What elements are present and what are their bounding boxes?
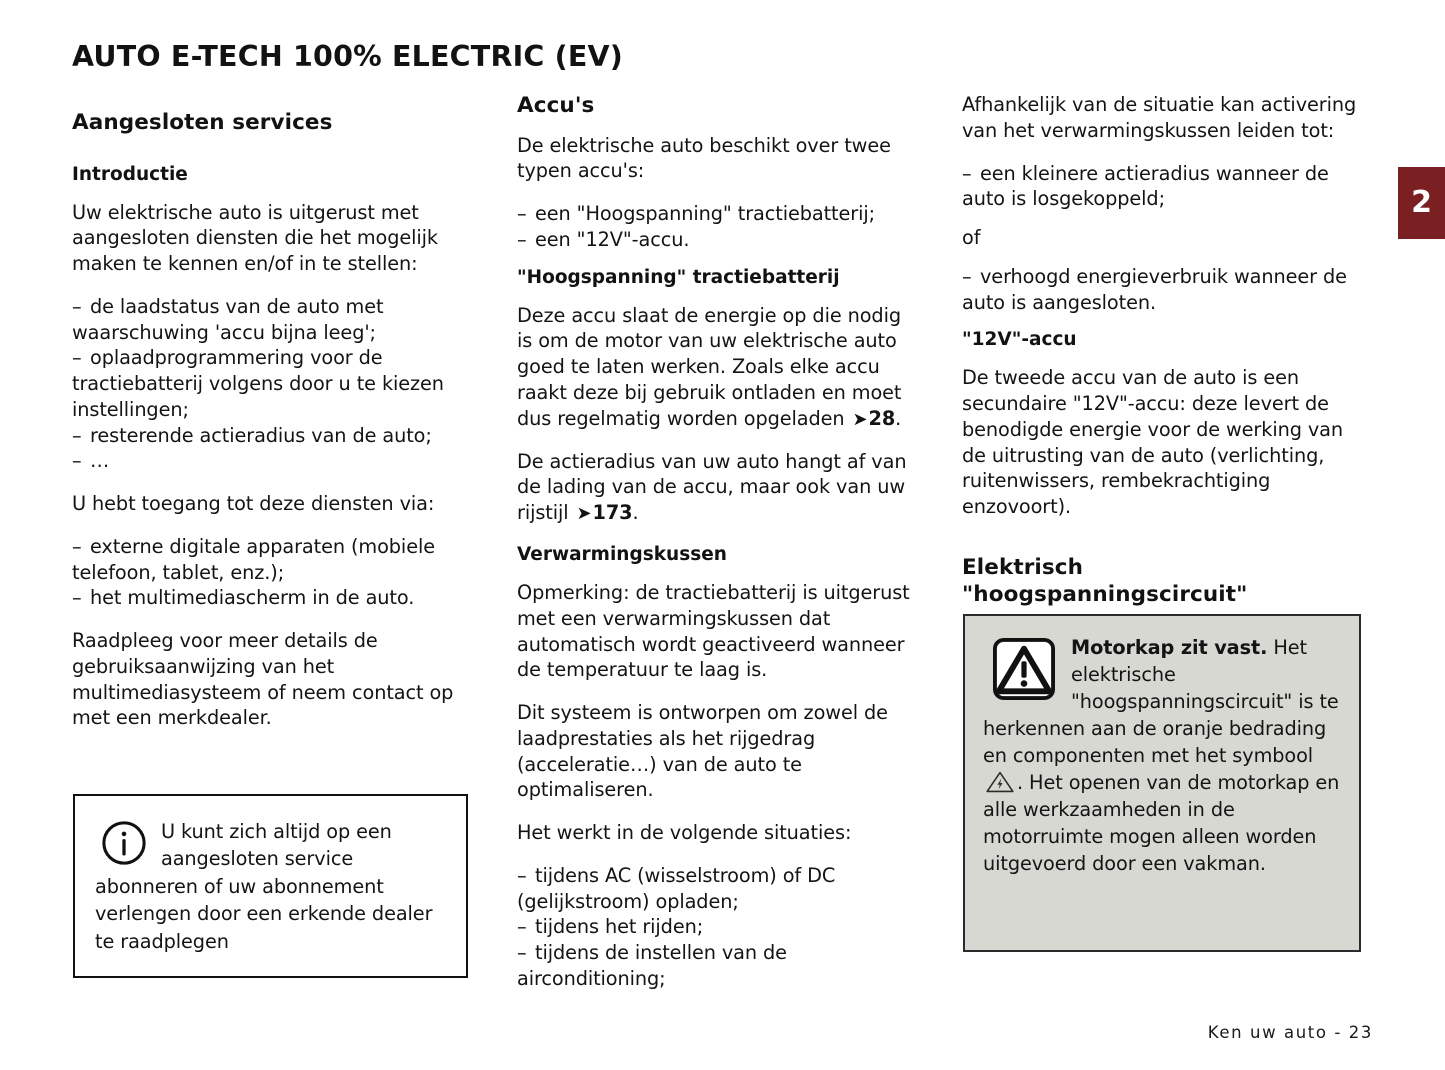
list-item-label: tijdens het rijden; [535, 915, 704, 939]
column-2 [517, 92, 920, 992]
dash-bullet: – [72, 423, 82, 447]
list-item-label: oplaadprogrammering voor de tractiebatterij volgens door u te kiezen instellingen; [72, 346, 444, 421]
section-title-accus: Accu's [517, 93, 595, 118]
warning-text-part-2: . Het openen van de motorkap en alle werkzaamheden in de motorruimte mogen alleen worden uitgevoerd door een vakman. [983, 771, 1340, 876]
warning-text-part-1: Het elektrische "hoogspanningscircuit" is te herkennen aan de oranje bedrading en componenten met het symbool [983, 636, 1339, 768]
bullet-list-services [72, 294, 475, 474]
list-item-label: tijdens AC (wisselstroom) of DC (gelijkstroom) opladen; [517, 863, 836, 913]
list-item-label: het multimediascherm in de auto. [90, 586, 415, 610]
info-callout-text: U kunt zich altijd op een aangesloten service abonneren of uw abonnement verlengen door een erkende dealer te raadplegen [95, 820, 433, 953]
paragraph-actieradius [517, 449, 920, 527]
list-item [72, 448, 475, 474]
page-reference-number: 28 [868, 406, 896, 430]
paragraph-closing: Raadpleeg voor meer details de gebruiksaanwijzing van het multimediasysteem of neem contact op met een merkdealer. [72, 629, 454, 730]
warning-callout-box [963, 614, 1361, 952]
paragraph-access: U hebt toegang tot deze diensten via: [72, 492, 435, 516]
list-item-label: de laadstatus van de auto met waarschuwing 'accu bijna leeg'; [72, 294, 384, 344]
page-footer: Ken uw auto - 23 [1207, 1023, 1373, 1042]
dash-bullet: – [72, 346, 82, 370]
bullet-list-access [72, 534, 475, 611]
paragraph-text: De actieradius van uw auto hangt af van de lading van de accu, maar ook van uw rijstijl [517, 449, 907, 525]
list-item [72, 345, 475, 422]
subtitle-hoogspanning-tractiebatterij: "Hoogspanning" tractiebatterij [517, 266, 840, 288]
bullet-list-situaties [517, 863, 920, 992]
list-item [962, 264, 1365, 316]
info-callout-box [73, 794, 468, 978]
dash-bullet: – [517, 227, 527, 251]
section-title-hoogspanningscircuit: Elektrisch "hoogspanningscircuit" [962, 554, 1248, 608]
subtitle-12v-accu: "12V"-accu [962, 329, 1077, 351]
column-3 [962, 92, 1365, 992]
dash-bullet: – [962, 264, 972, 288]
list-item [72, 423, 475, 449]
list-item [517, 227, 920, 253]
dash-bullet: – [517, 863, 527, 887]
page-reference-arrow-icon: ➤ [852, 408, 868, 430]
dash-bullet: – [72, 534, 82, 558]
list-item [72, 585, 475, 611]
paragraph-systeem: Dit systeem is ontworpen om zowel de laadprestaties als het rijgedrag (acceleratie…) van de auto te optimaliseren. [517, 701, 888, 802]
page-reference-number: 173 [592, 501, 633, 525]
list-item [517, 201, 920, 227]
dash-bullet: – [72, 294, 82, 318]
warning-triangle-icon [993, 638, 1055, 700]
chapter-number: 2 [1411, 185, 1432, 220]
dash-bullet: – [72, 449, 82, 473]
paragraph-text-end: . [895, 406, 902, 430]
paragraph-situaties: Het werkt in de volgende situaties: [517, 821, 852, 845]
paragraph-12v-accu: De tweede accu van de auto is een secundaire "12V"-accu: deze levert de benodigde energie voor de werking van de uitrusting van de auto (verlichting, ruitenwissers, rembekrachtiging enzovoort). [962, 366, 1344, 519]
column-1 [72, 92, 475, 992]
list-item-label: resterende actieradius van de auto; [90, 423, 432, 447]
paragraph-opmerking: Opmerking: de tractiebatterij is uitgerust met een verwarmingskussen dat automatisch wordt geactiveerd wanneer de temperatuur te laag is. [517, 581, 910, 682]
paragraph-tractiebatterij [517, 303, 920, 432]
dash-bullet: – [517, 941, 527, 965]
dash-bullet: – [517, 915, 527, 939]
list-item-label: … [90, 449, 110, 473]
list-item [72, 534, 475, 586]
list-item [517, 914, 920, 940]
list-item-label: verhoogd energieverbruik wanneer de auto is aangesloten. [962, 264, 1347, 314]
chapter-number-tab [1398, 167, 1445, 239]
list-item-label: externe digitale apparaten (mobiele telefoon, tablet, enz.); [72, 534, 435, 584]
high-voltage-triangle-icon [985, 770, 1015, 794]
list-item [962, 161, 1365, 213]
bullet-list-accu-types [517, 201, 920, 253]
dash-bullet: – [517, 202, 527, 226]
paragraph-activering: Afhankelijk van de situatie kan activering van het verwarmingskussen leiden tot: [962, 93, 1357, 142]
list-item [517, 863, 920, 915]
dash-bullet: – [962, 161, 972, 185]
list-item-label: een "Hoogspanning" tractiebatterij; [535, 202, 875, 226]
paragraph-text-end: . [632, 501, 639, 525]
subtitle-introductie: Introductie [72, 163, 188, 185]
paragraph-text: Deze accu slaat de energie op die nodig is om de motor van uw elektrische auto goed te laten werken. Zoals elke accu raakt deze bij gebruik ontladen en moet dus regelmatig worden opgeladen [517, 303, 902, 430]
list-item-label: een "12V"-accu. [535, 227, 690, 251]
list-item [517, 940, 920, 992]
page-title: AUTO E-TECH 100% ELECTRIC (EV) [72, 40, 624, 73]
subtitle-verwarmingskussen: Verwarmingskussen [517, 544, 727, 566]
paragraph-accu-intro: De elektrische auto beschikt over twee typen accu's: [517, 133, 891, 183]
list-item-label: tijdens de instellen van de airconditioning; [517, 941, 787, 990]
dash-bullet: – [72, 586, 82, 610]
list-item [72, 294, 475, 346]
info-circle-icon [101, 820, 147, 866]
list-item-label: een kleinere actieradius wanneer de auto is losgekoppeld; [962, 161, 1329, 211]
bullet-list-gevolgen-2 [962, 264, 1365, 316]
section-title-aangesloten-services: Aangesloten services [72, 110, 333, 135]
page-reference-arrow-icon: ➤ [576, 503, 592, 525]
paragraph-intro: Uw elektrische auto is uitgerust met aangesloten diensten die het mogelijk maken te kennen en/of in te stellen: [72, 200, 438, 276]
three-column-layout [72, 92, 1372, 992]
paragraph-connector-of: of [962, 226, 981, 249]
warning-heading: Motorkap zit vast. [1071, 636, 1268, 659]
bullet-list-gevolgen [962, 161, 1365, 213]
